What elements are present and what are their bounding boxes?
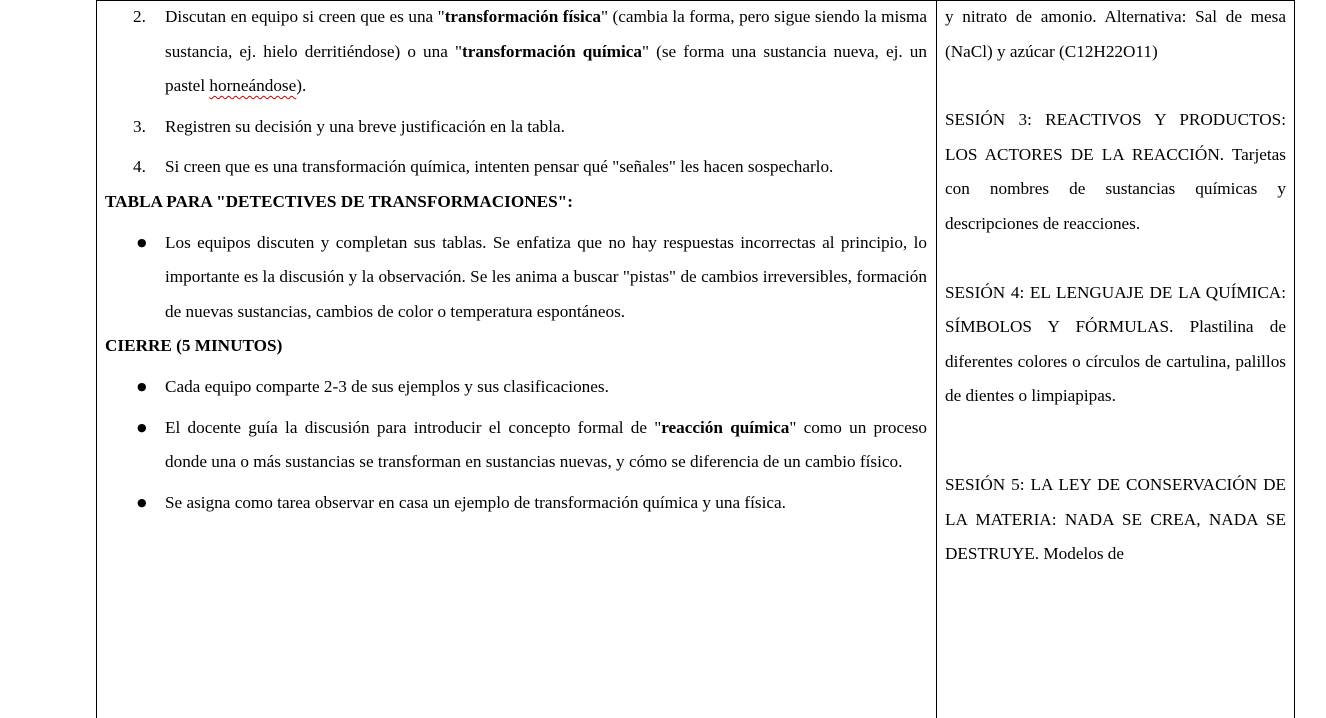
resource-session-2-tail: y nitrato de amonio. Alternativa: Sal de mesa (NaCl) y azúcar (C12H22O11) (945, 7, 1286, 61)
section-heading-closing: CIERRE (5 MINUTOS) (105, 336, 283, 356)
list-item-step-3: 3. Registren su decisión y una breve justificación en la tabla. (105, 110, 927, 145)
term-chemical-reaction: reacción química (661, 417, 790, 437)
list-number: 2. (133, 7, 146, 26)
spellcheck-flagged-word[interactable]: horneándose (209, 76, 297, 96)
activities-column (105, 0, 927, 718)
section-heading-table: TABLA PARA "DETECTIVES DE TRANSFORMACIONES": (105, 191, 573, 211)
term-physical-transformation: transformación física (444, 7, 601, 26)
list-item-table-discussion: ● Los equipos discuten y completan sus tablas. Se enfatiza que no hay respuestas incorrectas al principio, lo importante es la discusión y la observación. Se les anima a buscar "pistas" de cambios irreversibles, formación de nuevas sustancias, cambios de color o temperatura espontáneos. (105, 226, 927, 330)
term-chemical-transformation: transformación química (462, 41, 642, 61)
list-number: 3. (133, 116, 146, 136)
bullet-icon: ● (137, 420, 147, 434)
resource-session-5: SESIÓN 5: LA LEY DE CONSERVACIÓN DE LA MATERIA: NADA SE CREA, NADA SE DESTRUYE. Modelos de (945, 474, 1286, 564)
bullet-icon: ● (137, 379, 147, 393)
list-item-closing-homework: ● Se asigna como tarea observar en casa un ejemplo de transformación química y una física. (105, 486, 927, 521)
resources-column (945, 0, 1286, 718)
list-item-step-2: 2. Discutan en equipo si creen que es una "transformación física" (cambia la forma, pero sigue siendo la misma sustancia, ej. hielo derritiéndose) o una "transformación química" (se forma una sustancia nueva, ej. un pastel horneándose). (105, 0, 927, 104)
bullet-icon: ● (137, 235, 147, 249)
resource-session-4: SESIÓN 4: EL LENGUAJE DE LA QUÍMICA: SÍMBOLOS Y FÓRMULAS. Plastilina de diferentes colores o círculos de cartulina, palillos de dientes o limpiapipas. (945, 282, 1286, 406)
list-item-closing-share: ● Cada equipo comparte 2-3 de sus ejemplos y sus clasificaciones. (105, 370, 927, 405)
resource-session-3: SESIÓN 3: REACTIVOS Y PRODUCTOS: LOS ACTORES DE LA REACCIÓN. Tarjetas con nombres de sustancias químicas y descripciones de reacciones. (945, 110, 1286, 233)
bullet-icon: ● (137, 495, 147, 509)
column-divider (936, 0, 937, 718)
list-item-closing-concept: ● El docente guía la discusión para introducir el concepto formal de "reacción química" como un proceso donde una o más sustancias se transforman en sustancias nuevas, y cómo se diferencia de un cambio físico. (105, 411, 927, 480)
list-number: 4. (133, 157, 146, 177)
list-item-step-4: 4. Si creen que es una transformación química, intenten pensar qué "señales" les hacen sospecharlo. (105, 150, 927, 185)
